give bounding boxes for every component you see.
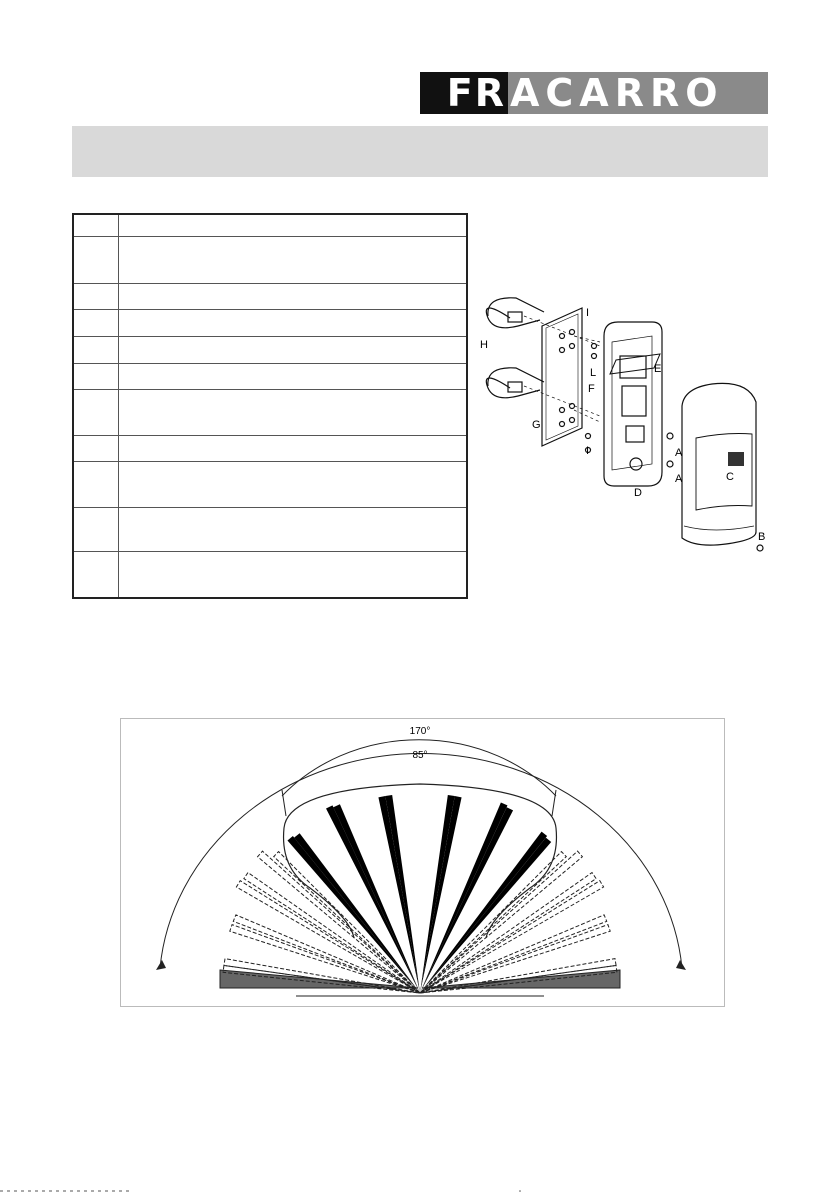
logo-light-block bbox=[508, 72, 768, 114]
outer-angle-label: 170° bbox=[409, 726, 431, 737]
detector-base-icon bbox=[604, 322, 662, 486]
solid-beam-4 bbox=[420, 796, 462, 993]
callout-c: C bbox=[726, 471, 734, 483]
table-row bbox=[73, 389, 467, 435]
outer-angle-arc bbox=[160, 754, 682, 968]
callout-b: B bbox=[758, 531, 766, 543]
coverage-frame bbox=[121, 719, 725, 1007]
callout-a2: A bbox=[675, 473, 683, 485]
solid-beam-6 bbox=[385, 795, 420, 993]
table-row bbox=[73, 283, 467, 309]
table-row bbox=[73, 461, 467, 507]
table-row bbox=[73, 336, 467, 363]
callout-a1: A bbox=[675, 447, 683, 459]
table-row bbox=[73, 214, 467, 236]
inner-angle-arc bbox=[282, 740, 556, 796]
bracket-clamp-icon bbox=[486, 368, 544, 398]
brand-logo bbox=[420, 72, 768, 114]
solid-beam-5 bbox=[420, 795, 455, 993]
parts-table bbox=[72, 213, 468, 599]
footer-marks bbox=[0, 1186, 840, 1192]
logo-dark-block bbox=[420, 72, 508, 114]
title-bar bbox=[72, 126, 768, 177]
callout-f: F bbox=[588, 383, 595, 395]
callout-g: G bbox=[532, 419, 541, 431]
mounting-plate-icon bbox=[542, 308, 582, 446]
coverage-diagram bbox=[120, 718, 725, 1007]
assembly-diagram bbox=[470, 286, 770, 556]
inner-angle-label: 85° bbox=[412, 750, 428, 761]
table-row bbox=[73, 507, 467, 551]
table-row bbox=[73, 363, 467, 389]
inner-zone-outline bbox=[284, 784, 557, 938]
logo-dark-text: FR bbox=[446, 71, 506, 115]
detector-cover-icon bbox=[682, 383, 756, 545]
callout-h: H bbox=[480, 339, 488, 351]
callout-i2: I bbox=[586, 445, 590, 457]
callout-e: E bbox=[654, 363, 662, 375]
bracket-clamp-icon bbox=[486, 298, 544, 328]
callout-l: L bbox=[590, 367, 597, 379]
table-row bbox=[73, 435, 467, 461]
callout-i1: I bbox=[586, 307, 590, 319]
callout-d: D bbox=[634, 487, 642, 499]
table-row bbox=[73, 551, 467, 598]
logo-light-text: ACARRO bbox=[510, 71, 724, 115]
beam-group bbox=[223, 795, 617, 993]
table-row bbox=[73, 309, 467, 336]
table-row bbox=[73, 236, 467, 283]
